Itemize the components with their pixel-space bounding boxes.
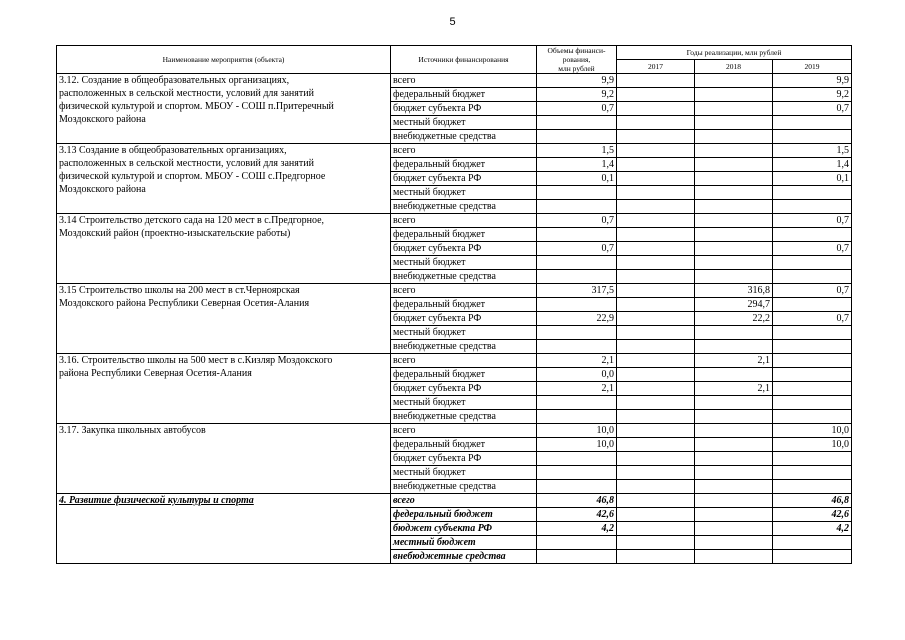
amount-2017	[617, 116, 695, 130]
activity-name	[57, 144, 391, 214]
funding-source: федеральный бюджет	[391, 508, 537, 522]
amount-2018	[695, 452, 773, 466]
amount-2017	[617, 354, 695, 368]
total-amount	[537, 340, 617, 354]
header-year-2019: 2019	[773, 60, 852, 74]
header-name: Наименование мероприятия (объекта)	[57, 46, 391, 74]
activity-name	[57, 494, 391, 564]
total-amount	[537, 480, 617, 494]
amount-2019: 10,0	[773, 438, 852, 452]
total-amount	[537, 466, 617, 480]
amount-2017	[617, 284, 695, 298]
amount-2017	[617, 396, 695, 410]
amount-2017	[617, 382, 695, 396]
funding-source: внебюджетные средства	[391, 130, 537, 144]
amount-2018	[695, 270, 773, 284]
amount-2018	[695, 424, 773, 438]
amount-2017	[617, 508, 695, 522]
amount-2018	[695, 130, 773, 144]
amount-2017	[617, 550, 695, 564]
amount-2017	[617, 424, 695, 438]
header-years-group: Годы реализации, млн рублей	[617, 46, 852, 60]
amount-2019	[773, 550, 852, 564]
amount-2017	[617, 522, 695, 536]
activity-name	[57, 74, 391, 144]
total-amount: 4,2	[537, 522, 617, 536]
total-amount: 0,7	[537, 242, 617, 256]
amount-2019	[773, 116, 852, 130]
funding-source: бюджет субъекта РФ	[391, 522, 537, 536]
amount-2019	[773, 536, 852, 550]
amount-2018	[695, 340, 773, 354]
amount-2019	[773, 270, 852, 284]
amount-2019	[773, 382, 852, 396]
amount-2019: 0,1	[773, 172, 852, 186]
amount-2018	[695, 368, 773, 382]
amount-2018	[695, 536, 773, 550]
amount-2017	[617, 242, 695, 256]
amount-2018	[695, 396, 773, 410]
header-year-2018: 2018	[695, 60, 773, 74]
amount-2018	[695, 158, 773, 172]
amount-2018: 294,7	[695, 298, 773, 312]
amount-2019: 9,9	[773, 74, 852, 88]
total-amount: 0,1	[537, 172, 617, 186]
total-amount: 9,9	[537, 74, 617, 88]
amount-2019	[773, 256, 852, 270]
amount-2019	[773, 340, 852, 354]
funding-source: местный бюджет	[391, 116, 537, 130]
table-row	[57, 284, 852, 298]
amount-2019: 0,7	[773, 242, 852, 256]
total-amount	[537, 256, 617, 270]
amount-2017	[617, 270, 695, 284]
activity-name	[57, 214, 391, 284]
amount-2018	[695, 200, 773, 214]
amount-2017	[617, 368, 695, 382]
amount-2017	[617, 102, 695, 116]
amount-2017	[617, 452, 695, 466]
funding-source: всего	[391, 424, 537, 438]
amount-2018	[695, 522, 773, 536]
funding-source: всего	[391, 214, 537, 228]
amount-2019: 42,6	[773, 508, 852, 522]
funding-source: всего	[391, 74, 537, 88]
amount-2017	[617, 200, 695, 214]
total-amount: 317,5	[537, 284, 617, 298]
amount-2019	[773, 354, 852, 368]
amount-2019: 0,7	[773, 102, 852, 116]
financing-table	[56, 45, 852, 564]
amount-2019	[773, 130, 852, 144]
header-volume: Объемы финанси- рования, млн рублей	[537, 46, 617, 74]
total-amount: 10,0	[537, 424, 617, 438]
funding-source: федеральный бюджет	[391, 158, 537, 172]
amount-2017	[617, 214, 695, 228]
funding-source: бюджет субъекта РФ	[391, 242, 537, 256]
amount-2018	[695, 508, 773, 522]
amount-2019	[773, 452, 852, 466]
activity-name-text: 3.16. Строительство школы на 500 мест в с.Кизляр Моздокского района Республики Северная Осетия-Алания	[59, 355, 333, 379]
total-amount	[537, 130, 617, 144]
amount-2018	[695, 172, 773, 186]
funding-source: внебюджетные средства	[391, 340, 537, 354]
total-amount: 9,2	[537, 88, 617, 102]
total-amount: 46,8	[537, 494, 617, 508]
amount-2018	[695, 466, 773, 480]
total-amount	[537, 298, 617, 312]
page-number: 5	[449, 16, 456, 28]
amount-2019	[773, 396, 852, 410]
amount-2018	[695, 228, 773, 242]
total-amount	[537, 550, 617, 564]
amount-2017	[617, 536, 695, 550]
table-body	[57, 74, 852, 564]
amount-2017	[617, 256, 695, 270]
amount-2017	[617, 88, 695, 102]
amount-2018	[695, 214, 773, 228]
amount-2019	[773, 186, 852, 200]
amount-2018	[695, 550, 773, 564]
amount-2018	[695, 74, 773, 88]
amount-2018	[695, 256, 773, 270]
table-row	[57, 424, 852, 438]
funding-source: местный бюджет	[391, 396, 537, 410]
funding-source: бюджет субъекта РФ	[391, 452, 537, 466]
amount-2019: 46,8	[773, 494, 852, 508]
funding-source: внебюджетные средства	[391, 550, 537, 564]
amount-2019	[773, 326, 852, 340]
total-amount: 1,4	[537, 158, 617, 172]
amount-2017	[617, 144, 695, 158]
amount-2017	[617, 340, 695, 354]
amount-2018: 316,8	[695, 284, 773, 298]
total-amount: 1,5	[537, 144, 617, 158]
amount-2018: 2,1	[695, 354, 773, 368]
activity-name-text: 3.14 Строительство детского сада на 120 мест в с.Предгорное, Моздокский район (проектно-изыскательские работы)	[59, 215, 325, 239]
table-row	[57, 214, 852, 228]
funding-source: федеральный бюджет	[391, 368, 537, 382]
amount-2019: 0,7	[773, 214, 852, 228]
activity-name-text: 3.12. Создание в общеобразовательных организациях, расположенных в сельской местности, условий для занятий физической культурой и спортом. МБОУ - СОШ п.Притеречный Моздокского района	[59, 75, 334, 125]
amount-2017	[617, 326, 695, 340]
funding-source: бюджет субъекта РФ	[391, 102, 537, 116]
total-amount: 22,9	[537, 312, 617, 326]
total-amount: 10,0	[537, 438, 617, 452]
amount-2018	[695, 326, 773, 340]
total-amount	[537, 452, 617, 466]
table-row	[57, 494, 852, 508]
table-row	[57, 354, 852, 368]
amount-2018	[695, 480, 773, 494]
activity-name	[57, 424, 391, 494]
amount-2019: 1,4	[773, 158, 852, 172]
total-amount	[537, 228, 617, 242]
funding-source: федеральный бюджет	[391, 228, 537, 242]
amount-2018: 22,2	[695, 312, 773, 326]
amount-2019: 1,5	[773, 144, 852, 158]
amount-2018	[695, 116, 773, 130]
amount-2019	[773, 410, 852, 424]
total-amount	[537, 116, 617, 130]
amount-2017	[617, 438, 695, 452]
funding-source: местный бюджет	[391, 466, 537, 480]
amount-2017	[617, 172, 695, 186]
total-amount: 0,0	[537, 368, 617, 382]
activity-name-text: 3.15 Строительство школы на 200 мест в ст.Черноярская Моздокского района Республики Северная Осетия-Алания	[59, 285, 310, 309]
total-amount	[537, 536, 617, 550]
funding-source: бюджет субъекта РФ	[391, 172, 537, 186]
amount-2017	[617, 228, 695, 242]
amount-2017	[617, 130, 695, 144]
funding-source: бюджет субъекта РФ	[391, 382, 537, 396]
total-amount: 0,7	[537, 102, 617, 116]
amount-2017	[617, 466, 695, 480]
header-source: Источники финансирования	[391, 46, 537, 74]
amount-2019: 4,2	[773, 522, 852, 536]
amount-2019	[773, 228, 852, 242]
table-row	[57, 144, 852, 158]
funding-source: бюджет субъекта РФ	[391, 312, 537, 326]
total-amount: 42,6	[537, 508, 617, 522]
funding-source: федеральный бюджет	[391, 88, 537, 102]
amount-2019	[773, 298, 852, 312]
amount-2018	[695, 494, 773, 508]
funding-source: федеральный бюджет	[391, 438, 537, 452]
funding-source: всего	[391, 354, 537, 368]
total-amount	[537, 186, 617, 200]
amount-2017	[617, 298, 695, 312]
total-amount	[537, 396, 617, 410]
amount-2019	[773, 480, 852, 494]
funding-source: всего	[391, 284, 537, 298]
amount-2018	[695, 242, 773, 256]
activity-name-text: 4. Развитие физической культуры и спорта	[59, 495, 254, 506]
amount-2017	[617, 312, 695, 326]
activity-name-text: 3.13 Создание в общеобразовательных организациях, расположенных в сельской местности, условий для занятий физической культурой и спортом. МБОУ - СОШ с.Предгорное Моздокского района	[59, 145, 326, 195]
amount-2019	[773, 466, 852, 480]
total-amount	[537, 270, 617, 284]
amount-2018	[695, 410, 773, 424]
amount-2018	[695, 144, 773, 158]
amount-2019: 0,7	[773, 284, 852, 298]
amount-2018: 2,1	[695, 382, 773, 396]
activity-name	[57, 284, 391, 354]
total-amount: 0,7	[537, 214, 617, 228]
amount-2017	[617, 74, 695, 88]
amount-2019: 9,2	[773, 88, 852, 102]
activity-name	[57, 354, 391, 424]
amount-2017	[617, 410, 695, 424]
funding-source: местный бюджет	[391, 186, 537, 200]
amount-2018	[695, 102, 773, 116]
funding-source: местный бюджет	[391, 536, 537, 550]
amount-2018	[695, 88, 773, 102]
amount-2019: 0,7	[773, 312, 852, 326]
total-amount: 2,1	[537, 354, 617, 368]
header-year-2017: 2017	[617, 60, 695, 74]
amount-2017	[617, 480, 695, 494]
amount-2019	[773, 200, 852, 214]
funding-source: внебюджетные средства	[391, 410, 537, 424]
funding-source: всего	[391, 144, 537, 158]
amount-2017	[617, 494, 695, 508]
funding-source: внебюджетные средства	[391, 480, 537, 494]
total-amount	[537, 410, 617, 424]
funding-source: внебюджетные средства	[391, 200, 537, 214]
amount-2019	[773, 368, 852, 382]
funding-source: внебюджетные средства	[391, 270, 537, 284]
funding-source: федеральный бюджет	[391, 298, 537, 312]
table-row	[57, 74, 852, 88]
amount-2019: 10,0	[773, 424, 852, 438]
amount-2017	[617, 158, 695, 172]
funding-source: всего	[391, 494, 537, 508]
total-amount	[537, 200, 617, 214]
amount-2018	[695, 438, 773, 452]
activity-name-text: 3.17. Закупка школьных автобусов	[59, 425, 206, 436]
amount-2018	[695, 186, 773, 200]
funding-source: местный бюджет	[391, 326, 537, 340]
amount-2017	[617, 186, 695, 200]
total-amount	[537, 326, 617, 340]
total-amount: 2,1	[537, 382, 617, 396]
funding-source: местный бюджет	[391, 256, 537, 270]
